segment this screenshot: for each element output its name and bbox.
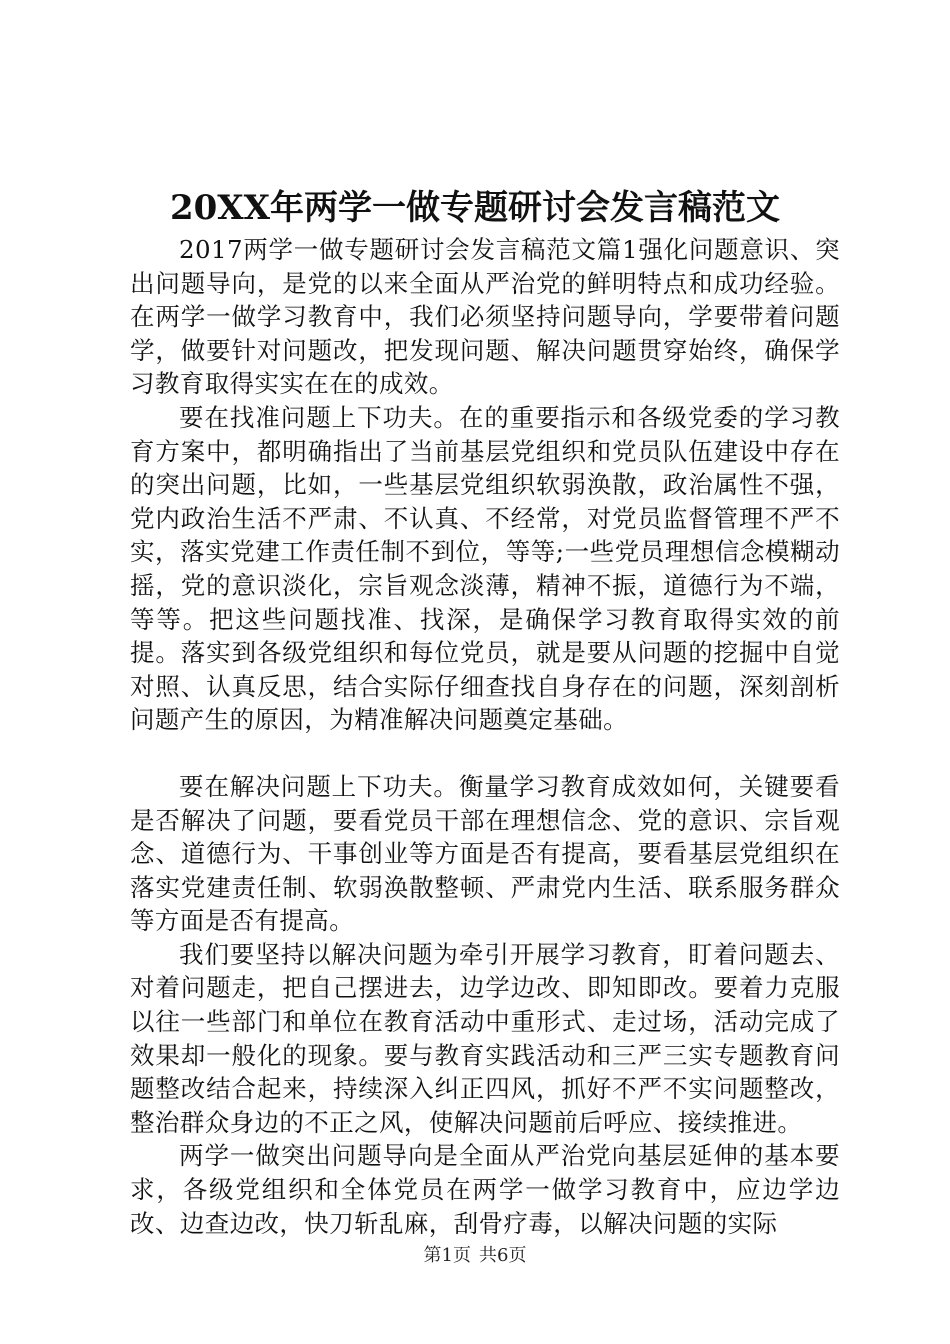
paragraph-5: 两学一做突出问题导向是全面从严治党向基层延伸的基本要求，各级党组织和全体党员在两学一做学习教育中，应边学边改、边查边改，快刀斩乱麻，刮骨疗毒，以解决问题的实际	[130, 1141, 840, 1238]
paragraph-2: 要在找准问题上下功夫。在的重要指示和各级党委的学习教育方案中，都明确指出了当前基层党组织和党员队伍建设中存在的突出问题，比如，一些基层党组织软弱涣散，政治属性不强，党内政治生活不严肃、不认真、不经常，对党员监督管理不严不实，落实党建工作责任制不到位，等等;一些党员理想信念模糊动摇，党的意识淡化，宗旨观念淡薄，精神不振，道德行为不端，等等。把这些问题找准、找深，是确保学习教育取得实效的前提。落实到各级党组织和每位党员，就是要从问题的挖掘中自觉对照、认真反思，结合实际仔细查找自身存在的问题，深刻剖析问题产生的原因，为精准解决问题奠定基础。	[130, 402, 840, 735]
document-title: 20XX年两学一做专题研讨会发言稿范文	[169, 188, 781, 228]
page-total: 共6页	[479, 1245, 527, 1266]
paragraph-3: 要在解决问题上下功夫。衡量学习教育成效如何，关键要看是否解决了问题，要看党员干部在理想信念、党的意识、宗旨观念、道德行为、干事创业等方面是否有提高，要看基层党组织在落实党建责任制、软弱涣散整顿、严肃党内生活、联系服务群众等方面是否有提高。	[130, 771, 840, 936]
paragraph-1: 2017两学一做专题研讨会发言稿范文篇1强化问题意识、突出问题导向，是党的以来全面从严治党的鲜明特点和成功经验。在两学一做学习教育中，我们必须坚持问题导向，学要带着问题学，做要针对问题改，把发现问题、解决问题贯穿始终，确保学习教育取得实实在在的成效。	[130, 235, 840, 399]
page-footer	[0, 1244, 950, 1268]
paragraph-4: 我们要坚持以解决问题为牵引开展学习教育，盯着问题去、对着问题走，把自己摆进去，边学边改、即知即改。要着力克服以往一些部门和单位在教育活动中重形式、走过场，活动完成了效果却一般化的现象。要与教育实践活动和三严三实专题教育问题整改结合起来，持续深入纠正四风，抓好不严不实问题整改，整治群众身边的不正之风，使解决问题前后呼应、接续推进。	[130, 939, 840, 1137]
page-number: 第1页	[423, 1245, 471, 1266]
document-body	[130, 233, 840, 1240]
